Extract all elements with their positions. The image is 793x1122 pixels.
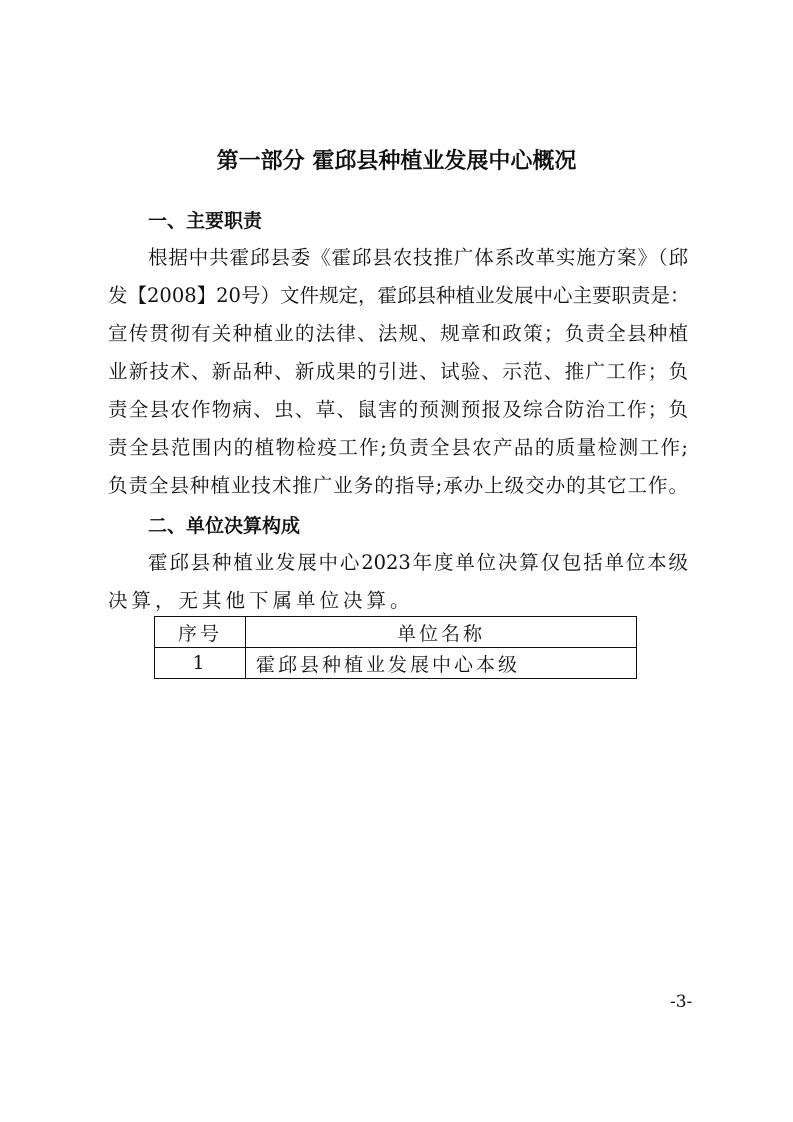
header-index: 序号 [155,617,246,648]
section-heading-duties: 一、主要职责 [148,210,263,232]
paragraph-line: 负责全县种植业技术推广业务的指导;承办上级交办的其它工作。 [108,474,688,497]
page-title: 第一部分 霍邱县种植业发展中心概况 [216,149,577,174]
paragraph-line: 责全县农作物病、虫、草、鼠害的预测预报及综合防治工作；负 [108,398,688,421]
paragraph-line: 决算，无其他下属单位决算。 [108,589,414,612]
paragraph-line: 宣传贯彻有关种植业的法律、法规、规章和政策；负责全县种植 [108,322,688,345]
paragraph-line: 发【2008】20号）文件规定，霍邱县种植业发展中心主要职责是： [108,284,690,307]
table-row [155,648,637,679]
cell-index: 1 [155,648,246,679]
page-number: -3- [670,992,693,1012]
cell-unit-name: 霍邱县种植业发展中心本级 [246,648,637,679]
unit-table [154,616,637,679]
paragraph-line: 业新技术、新品种、新成果的引进、试验、示范、推广工作；负 [108,360,688,383]
section-heading-composition: 二、单位决算构成 [148,515,301,537]
paragraph-line: 责全县范围内的植物检疫工作;负责全县农产品的质量检测工作; [108,436,688,459]
paragraph-line: 霍邱县种植业发展中心2023年度单位决算仅包括单位本级 [148,551,688,574]
paragraph-line: 根据中共霍邱县委《霍邱县农技推广体系改革实施方案》（邱 [148,246,688,269]
table-header-row [155,617,637,648]
header-unit-name: 单位名称 [246,617,637,648]
